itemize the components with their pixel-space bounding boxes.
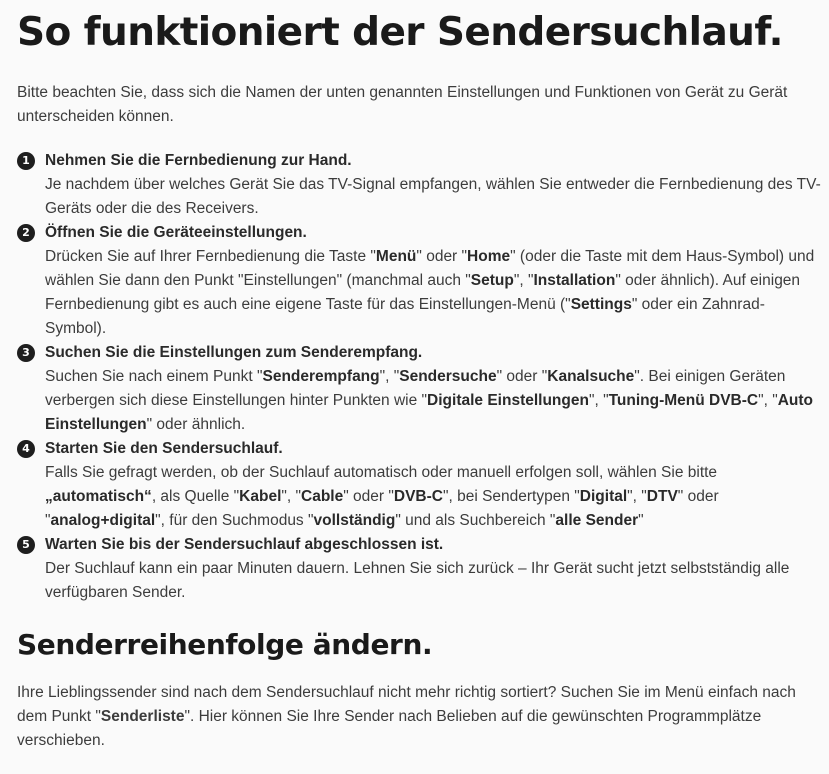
body-text: ", ": [627, 488, 647, 505]
emphasis-term: Setup: [470, 272, 514, 289]
step-number-badge: 1: [17, 152, 35, 170]
emphasis-term: Installation: [533, 272, 616, 289]
step-description: [45, 557, 822, 605]
step-title: Suchen Sie die Einstellungen zum Senderempfang.: [45, 344, 423, 361]
step-item: [17, 437, 822, 533]
step-item: [17, 341, 822, 437]
body-text: ", ": [379, 368, 400, 385]
emphasis-term: Senderempfang: [262, 368, 380, 385]
body-text: " oder ": [343, 488, 394, 505]
body-text: Je nachdem über welches Gerät Sie das TV-Signal empfangen, wählen Sie entweder die Fernbedienung des TV-Geräts oder die des Receivers.: [45, 176, 821, 217]
step-description: [45, 461, 822, 533]
body-text: ". Bei einigen Geräten verbergen sich diese Einstellungen hinter Punkten wie ": [45, 368, 786, 409]
body-text: Falls Sie gefragt werden, ob der Suchlauf automatisch oder manuell erfolgen soll, wählen Sie bitte: [45, 464, 718, 481]
body-text: Suchen Sie nach einem Punkt ": [45, 368, 263, 385]
body-text: " oder ": [416, 248, 468, 265]
body-text: Drücken Sie auf Ihrer Fernbedienung die Taste ": [45, 248, 376, 265]
body-text: Der Suchlauf kann ein paar Minuten dauern. Lehnen Sie sich zurück – Ihr Gerät sucht jetzt selbstständig alle verfügbaren Sender.: [45, 560, 790, 601]
step-title: Öffnen Sie die Geräteeinstellungen.: [45, 224, 307, 241]
step-title: Warten Sie bis der Sendersuchlauf abgeschlossen ist.: [45, 536, 444, 553]
body-text: ", ": [281, 488, 302, 505]
step-description: [45, 173, 822, 221]
body-text: ", ": [758, 392, 778, 409]
emphasis-term: Menü: [375, 248, 417, 265]
section-title: Senderreihenfolge ändern.: [17, 628, 433, 661]
step-number-badge: 3: [17, 344, 35, 362]
steps-list: [17, 149, 822, 605]
emphasis-term: Kanalsuche: [547, 368, 635, 385]
emphasis-term: Senderliste: [100, 708, 185, 725]
step-title: Nehmen Sie die Fernbedienung zur Hand.: [45, 152, 352, 169]
body-text: ", bei Sendertypen ": [442, 488, 580, 505]
emphasis-term: Sendersuche: [399, 368, 497, 385]
emphasis-term: Digital: [579, 488, 628, 505]
emphasis-term: DTV: [646, 488, 678, 505]
emphasis-term: analog+digital: [50, 512, 156, 529]
body-text: " und als Suchbereich ": [395, 512, 556, 529]
emphasis-term: „automatisch“: [45, 488, 152, 505]
body-text: " (oder die Taste mit dem Haus-Symbol) und wählen Sie dann den Punkt "Einstellungen" (manchmal auch ": [45, 248, 815, 289]
body-text: ", ": [513, 272, 534, 289]
body-text: ". Hier können Sie Ihre Sender nach Belieben auf die gewünschten Programmplätze verschieben.: [17, 708, 762, 749]
emphasis-term: Kabel: [239, 488, 282, 505]
body-text: " oder ähnlich). Auf einigen Fernbedienung gibt es auch eine eigene Taste für das Einstellungen-Menü (": [45, 272, 801, 313]
emphasis-term: alle Sender: [555, 512, 639, 529]
emphasis-term: DVB-C: [393, 488, 443, 505]
body-text: ": [638, 512, 644, 529]
emphasis-term: Digitale Einstellungen: [427, 392, 589, 409]
step-description: [45, 365, 822, 437]
intro-text: Bitte beachten Sie, dass sich die Namen der unten genannten Einstellungen und Funktionen von Gerät zu Gerät unterscheiden können.: [17, 84, 788, 125]
body-text: " oder ": [496, 368, 548, 385]
emphasis-term: Cable: [301, 488, 344, 505]
body-text: , als Quelle ": [151, 488, 240, 505]
body-text: ", ": [588, 392, 609, 409]
body-text: Ihre Lieblingssender sind nach dem Sendersuchlauf nicht mehr richtig sortiert? Suchen Sie im Menü einfach nach dem Punkt ": [17, 684, 796, 725]
page-title: So funktioniert der Sendersuchlauf.: [17, 10, 783, 55]
body-text: " oder ": [45, 488, 719, 529]
step-item: [17, 221, 822, 341]
outro-text: [17, 681, 822, 753]
emphasis-term: Settings: [570, 296, 632, 313]
step-description: [45, 245, 822, 341]
step-number-badge: 4: [17, 440, 35, 458]
body-text: " oder ein Zahnrad-Symbol).: [45, 296, 765, 337]
emphasis-term: vollständig: [313, 512, 396, 529]
body-text: " oder ähnlich.: [146, 416, 246, 433]
step-item: [17, 149, 822, 221]
emphasis-term: Auto Einstellungen: [45, 392, 814, 433]
step-number-badge: 5: [17, 536, 35, 554]
step-title: Starten Sie den Sendersuchlauf.: [45, 440, 283, 457]
emphasis-term: Home: [467, 248, 511, 265]
step-number-badge: 2: [17, 224, 35, 242]
body-text: ", für den Suchmodus ": [155, 512, 314, 529]
emphasis-term: Tuning-Menü DVB-C: [608, 392, 759, 409]
step-item: [17, 533, 822, 605]
